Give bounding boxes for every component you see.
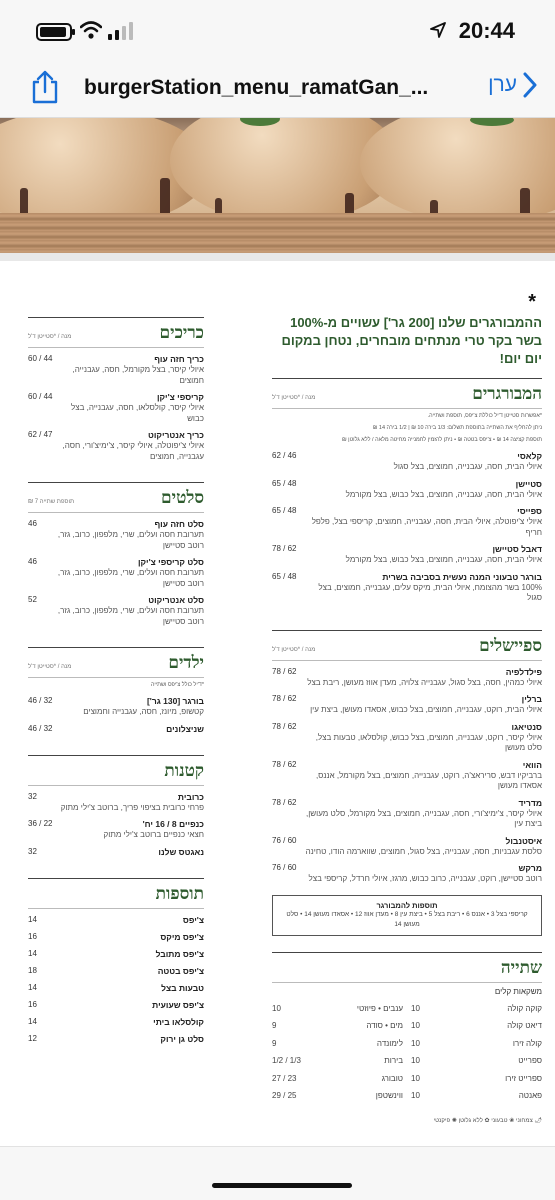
specials-header (272, 630, 542, 661)
battery-icon (36, 23, 72, 41)
menu-item-text (43, 519, 204, 551)
menu-item-text (302, 694, 542, 716)
menu-item-description: פרחי כרובית בציפוי פריך, ברוטב צ'ילי מתוק (60, 802, 204, 812)
menu-item (28, 696, 204, 718)
sides-title: תוספות (155, 883, 204, 904)
menu-item-price: 78 / 62 (272, 666, 297, 676)
menu-item-price: 65 / 48 (272, 506, 297, 515)
wooden-board (0, 213, 555, 253)
menu-item-text (58, 724, 204, 735)
menu-item-text (302, 479, 542, 501)
menu-item-price: 78 / 62 (272, 759, 297, 769)
menu-item-description: קטשופ, מיונז, חסה, עגבנייה וחמוצים (83, 707, 204, 716)
menu-item-price: 14 (28, 1016, 37, 1026)
drink-price: 9 (272, 1021, 277, 1030)
menu-item-description: איולי צ'יפוטלה, איולי קיסר, צ'ימיצ'ורי, חסה, עגבנייה, חמוצים (62, 441, 204, 461)
menu-item-text (43, 932, 204, 943)
drink-name: בירות (384, 1056, 403, 1065)
drink-item (411, 1052, 542, 1070)
menu-item-name: מרקש (518, 863, 542, 873)
starters-header (28, 755, 204, 786)
menu-item (272, 544, 542, 566)
menu-item-text (58, 354, 204, 386)
drink-name: ווינשטפן (375, 1091, 403, 1100)
menu-item-name: סלט קריספי צ'יקן (137, 557, 204, 567)
menu-item-name: ספייסי (517, 506, 542, 516)
menu-item-price: 76 / 60 (272, 835, 297, 845)
menu-item-description: איולי קיסר, רוקט, עגבנייה, חמוצים, בצל כבוש, קולסלאו, טבעות בצל, סלט מעושן (315, 732, 542, 752)
menu-item (272, 667, 542, 689)
wraps-header (28, 317, 204, 348)
cellular-signal-icon (108, 22, 134, 40)
menu-item-name: איסטנבול (505, 835, 542, 846)
menu-item (272, 863, 542, 885)
menu-item-text (302, 572, 542, 604)
menu-item-description: איולי הבית, חסה, עגבנייה, חמוצים, בצל כבוש, בצל מקורמל (345, 489, 542, 499)
menu-document[interactable] (0, 261, 555, 1146)
menu-item-price: 14 (28, 982, 37, 992)
menu-item-name: צ'יפס מיקס (160, 931, 204, 942)
menu-item (28, 932, 204, 943)
menu-item-name: כנפיים 8 / 16 יח' (142, 819, 204, 829)
menu-item-price: 65 / 48 (272, 478, 297, 488)
drink-item (411, 1000, 542, 1018)
menu-item-price: 78 / 62 (272, 694, 297, 703)
drink-item (272, 1087, 403, 1105)
menu-item (28, 392, 204, 424)
salads-subtitle: תוספת שתייה 7 ₪ (28, 499, 75, 505)
wraps-list (28, 354, 204, 462)
menu-item-price: 62 / 46 (272, 451, 297, 460)
menu-item-description: איולי הבית, רוקט, עגבנייה, חמוצים, בצל כבוש, אסאדו מעושן, ביצת עין (310, 705, 542, 714)
back-label: ערן (488, 73, 517, 96)
drink-price: 10 (411, 1073, 420, 1083)
menu-item-text (302, 722, 542, 754)
menu-item (272, 722, 542, 754)
menu-item-description: רוטב סטיישן, רוקט, עגבנייה, כרוב כבוש, מרגז, איולי חרדל, קריספי בצל (308, 874, 542, 883)
menu-item-description: איולי הבית, חסה, עגבנייה, חמוצים, בצל כבוש, בצל מקורמל (345, 555, 542, 564)
menu-item-text (43, 983, 204, 994)
menu-item (28, 519, 204, 551)
menu-column-right (272, 291, 542, 1124)
menu-item-price: 32 (28, 791, 37, 801)
menu-item (272, 836, 542, 858)
menu-item-text (43, 792, 204, 814)
menu-item-name: קולסלאו ביתי (153, 1016, 204, 1027)
menu-item-name: צ'יפס (182, 914, 204, 925)
menu-item (28, 819, 204, 841)
menu-column-left (28, 311, 204, 1045)
status-time: 20:44 (458, 18, 515, 43)
menu-item-name: צ'יפס מתובל (155, 948, 204, 959)
drink-price: 10 (411, 1003, 420, 1013)
burgers-title: המבורגרים (472, 384, 542, 404)
menu-item-price: 16 (28, 999, 37, 1009)
drinks-column (272, 1000, 403, 1105)
back-button[interactable] (488, 72, 537, 98)
specials-title: ספיישלים (479, 635, 542, 656)
menu-item-text (302, 863, 542, 885)
menu-item (28, 966, 204, 977)
drink-name: ספרייט זירו (505, 1073, 542, 1083)
drink-name: פאנטה (518, 1091, 542, 1100)
menu-item-text (58, 430, 204, 462)
drink-price: 10 (411, 1021, 420, 1030)
menu-item-name: ברלין (521, 694, 542, 704)
drink-item (272, 1052, 403, 1070)
menu-item-price: 46 (28, 519, 37, 528)
menu-item-name: בורגר [130 גר'] (146, 696, 204, 706)
specials-list (272, 667, 542, 885)
kids-list (28, 696, 204, 735)
burgers-subtitle: מנה / *סטייטן ד'ל (272, 395, 316, 401)
menu-item-description: איולי צ'יפוטלה, איולי הבית, חסה, עגבנייה, חמוצים, קריספי בצל, פלפל חריף (311, 517, 542, 537)
menu-item-price: 78 / 62 (272, 544, 297, 553)
menu-item (28, 557, 204, 589)
home-indicator[interactable] (212, 1183, 352, 1188)
menu-item-price: 36 / 22 (28, 819, 53, 828)
burgers-note: ניתן להחליף את השתייה בתוספת תשלום: 1/3 בירה 10 ₪ | 1/2 בירה 14 ₪ (372, 425, 542, 431)
drink-item (272, 1000, 403, 1018)
menu-item-name: סלט אנטריקוט (148, 595, 204, 605)
menu-item (28, 595, 204, 627)
menu-item-price: 60 / 44 (28, 392, 53, 401)
menu-item-price: 65 / 48 (272, 571, 297, 581)
menu-item-name: דאבל סטיישן (492, 544, 542, 554)
drink-name: ענבים • פיוזטי (356, 1003, 403, 1013)
starters-list (28, 792, 204, 858)
sides-list (28, 915, 204, 1045)
share-icon[interactable] (30, 70, 60, 104)
menu-item-price: 78 / 62 (272, 797, 297, 807)
drink-item (272, 1035, 403, 1053)
drink-name: קוקה קולה (507, 1003, 542, 1013)
menu-item-price: 12 (28, 1033, 37, 1043)
menu-item-price: 16 (28, 931, 37, 941)
menu-item-text (302, 760, 542, 792)
menu-item-price: 46 (28, 557, 37, 566)
menu-item (272, 506, 542, 538)
burgers-list (272, 451, 542, 604)
kids-note: *ד'יל כולל צ'יפס ושתייה (150, 682, 204, 688)
drink-item (272, 1017, 403, 1035)
salads-list (28, 519, 204, 627)
menu-item (272, 798, 542, 830)
menu-item-text (302, 506, 542, 538)
menu-item (28, 949, 204, 960)
menu-item-text (43, 1017, 204, 1028)
menu-item (272, 694, 542, 716)
menu-item-name: סטיישן (515, 478, 542, 489)
menu-item-text (302, 667, 542, 689)
menu-item-description: איולי קיסר, צ'ימיצ'ורי, חסה, עגבנייה, חמוצים, בצל מקורמל, סלט מעושן, ביצת עין (305, 808, 542, 828)
menu-item-text (43, 1000, 204, 1011)
menu-item-name: כריך אנטריקוט (148, 430, 204, 440)
menu-item-name: כרובית (177, 791, 204, 802)
page-gap (0, 253, 555, 261)
specials-subtitle: מנה / *סטייטן ד'ל (272, 646, 316, 653)
drink-price: 10 (411, 1038, 420, 1048)
menu-item (28, 724, 204, 735)
document-title: burgerStation_menu_ramatGan_... (84, 76, 429, 99)
menu-item-text (43, 949, 204, 960)
menu-item-description: איולי קיסר, בצל מקורמל, חסה, עגבנייה, חמוצים (72, 365, 204, 385)
menu-item-text (43, 1034, 204, 1045)
drink-price: 10 (411, 1056, 420, 1065)
menu-item-description: תערובת חסה ועלים, שרי, מלפפון, כרוב, גזר, רוטב סטיישן (57, 606, 204, 626)
drink-name: טובורג (381, 1073, 403, 1083)
menu-item-price: 62 / 47 (28, 430, 53, 439)
salads-header (28, 482, 204, 513)
menu-item-text (58, 819, 204, 841)
kids-subtitle: מנה / *סטייטן ד'ל (28, 664, 72, 670)
menu-item-price: 46 / 32 (28, 723, 53, 733)
wraps-title: כריכים (159, 323, 204, 343)
menu-item-name: צ'יפס בטטה (157, 965, 204, 976)
menu-item-price: 46 / 32 (28, 696, 53, 705)
drink-name: ספרייט (518, 1056, 542, 1065)
menu-item (272, 479, 542, 501)
menu-item-description: איולי הבית, חסה, עגבנייה, חמוצים, בצל סגול (393, 462, 542, 471)
menu-item (28, 1034, 204, 1045)
menu-item (28, 792, 204, 814)
menu-item-description: תערובת חסה ועלים, שרי, מלפפון, כרוב, גזר, רוטב סטיישן (57, 530, 204, 550)
menu-item-name: סלט גן ירוק (160, 1033, 204, 1044)
menu-item-text (43, 557, 204, 589)
drinks-title: שתייה (500, 957, 542, 978)
navigation-bar (0, 58, 555, 118)
menu-item-description: איולי קיסר, קולסלאו, חסה, עגבנייה, בצל כבוש (70, 403, 204, 423)
menu-item-text (58, 392, 204, 424)
asterisk-mark: * (528, 291, 536, 313)
drink-item (411, 1070, 542, 1088)
menu-item-text (302, 451, 542, 473)
wifi-icon (80, 20, 102, 40)
menu-item (28, 1000, 204, 1011)
burgers-note: תוספת קציצה 14 ₪ • צ'יפס בטטה ₪ • ניתן להזמין לחמנייה מחיטה מלאה / ללא גלוטן ₪ (341, 437, 542, 443)
drink-item (272, 1070, 403, 1088)
burger-addons-box (272, 895, 542, 936)
burgers-header (272, 378, 542, 409)
menu-item-text (43, 915, 204, 926)
menu-item-name: טבעות בצל (161, 982, 204, 993)
menu-item-price: 52 (28, 595, 37, 604)
sides-header (28, 878, 204, 909)
menu-item-name: קלאסי (517, 451, 542, 461)
kids-title: ילדים (168, 653, 204, 673)
drink-price: 10 (272, 1003, 281, 1013)
menu-item-price: 32 (28, 846, 37, 856)
drink-name: קולה זירו (512, 1038, 542, 1048)
menu-item-price: 14 (28, 914, 37, 924)
menu-item-description: ברביקיו דבש, סריראצ'ה, רוקט, עגבנייה, חמוצים, בצל מקורמל, אננס, אסאדו מעושן (315, 770, 542, 790)
menu-item-text (302, 544, 542, 566)
menu-item (28, 1017, 204, 1028)
menu-item-name: מדריד (518, 797, 542, 808)
menu-item-name: סנטיאגו (511, 721, 542, 732)
menu-item (272, 572, 542, 604)
status-bar (0, 0, 555, 58)
menu-item-price: 14 (28, 948, 37, 958)
menu-tagline: ההמבורגרים שלנו [200 גר'] עשויים מ-100% בשר בקר טרי מנתחים מובחרים, נטחן במקום יום יום! (281, 315, 542, 366)
drinks-header (272, 952, 542, 983)
menu-item-price: 60 / 44 (28, 354, 53, 363)
menu-item-price: 18 (28, 965, 37, 975)
menu-item-name: נאגטס שלנו (158, 846, 204, 857)
menu-item-price: 76 / 60 (272, 863, 297, 872)
menu-item-description: 100% בשר מהצומח, איולי הבית, מיקס עלים, עגבנייה, חמוצים, בצל סגול (318, 582, 542, 602)
burgers-note: *אפשרות סטייטן ד'יל כוללת צ'יפס, תוספת ושתייה. (427, 413, 542, 419)
diet-legend: 🌶 צמחוני ❀ טבעוני ✿ ללא גלוטן ✺ פיקנטי (433, 1117, 542, 1124)
menu-item-name: כריך חזה עוף (154, 354, 204, 364)
drink-item (411, 1087, 542, 1105)
drink-price: 27 / 23 (272, 1073, 297, 1083)
menu-item-name: בורגר טבעוני המנה נעשית בסביבה בשרית (382, 571, 542, 582)
drink-price: 29 / 25 (272, 1091, 297, 1100)
drinks-column (411, 1000, 542, 1105)
menu-item-text (302, 836, 542, 858)
menu-item (28, 915, 204, 926)
menu-item-text (302, 798, 542, 830)
menu-item-name: צ'יפס שעועית (152, 999, 204, 1010)
location-arrow-icon (430, 22, 446, 38)
drink-price: 1/2 / 1/3 (272, 1056, 301, 1065)
menu-item-name: הוואי (522, 759, 542, 770)
menu-item-description: סלסת עגבניות, חסה, עגבנייה, בצל סגול, חמוצים, שווארמה הודו, טחינה (305, 846, 542, 856)
menu-item (28, 983, 204, 994)
menu-item (28, 354, 204, 386)
drink-item (411, 1035, 542, 1053)
drink-price: 10 (411, 1091, 420, 1100)
menu-item-price: 78 / 62 (272, 721, 297, 731)
starters-title: קטנות (164, 760, 204, 781)
drink-name: דיאט קולה (507, 1021, 542, 1030)
menu-item-description: איולי כמהין, חסה, בצל סגול, עגבנייה צלויה, מעדן אווז מעושן, ריבת בצל (307, 677, 542, 687)
menu-item-text (43, 595, 204, 627)
chevron-right-icon (523, 72, 537, 98)
wraps-subtitle: מנה / *סטייטן ד'ל (28, 334, 72, 340)
addons-title: תוספות להמבורגר (376, 900, 438, 910)
kids-header (28, 647, 204, 678)
drinks-grid (272, 1000, 542, 1105)
menu-item (272, 760, 542, 792)
menu-item-text (43, 847, 204, 858)
salads-title: סלטים (161, 488, 204, 508)
menu-item (28, 847, 204, 858)
menu-item-name: קריספי צ'יקן (156, 392, 204, 402)
drink-name: לימונדה (376, 1038, 403, 1048)
menu-item-text (43, 966, 204, 977)
drink-price: 9 (272, 1038, 277, 1048)
menu-item-description: חצאי כנפיים ברוטב צ'ילי מתוק (103, 830, 204, 839)
menu-item-text (58, 696, 204, 718)
addons-text: קריספי בצל 3 • אננס 6 • ריבת בצל 5 • ביצת עין 8 • מעדן אווז 12 • אסאדו מעושן 14 • סלט מעושן 14 (286, 910, 528, 928)
browser-bottom-bar (0, 1146, 555, 1200)
menu-item (272, 451, 542, 473)
menu-item-name: פילדלפיה (505, 666, 542, 677)
menu-item-description: תערובת חסה ועלים, שרי, מלפפון, כרוב, גזר, רוטב סטיישן (57, 568, 204, 588)
drink-item (411, 1017, 542, 1035)
menu-item-name: סלט חזה עוף (154, 519, 204, 529)
menu-item-name: שניצלונים (166, 723, 204, 734)
soft-drinks-title: משקאות קלים (494, 986, 542, 996)
burger-photo (0, 118, 555, 253)
drink-name: מים • סודה (366, 1021, 403, 1030)
menu-item (28, 430, 204, 462)
